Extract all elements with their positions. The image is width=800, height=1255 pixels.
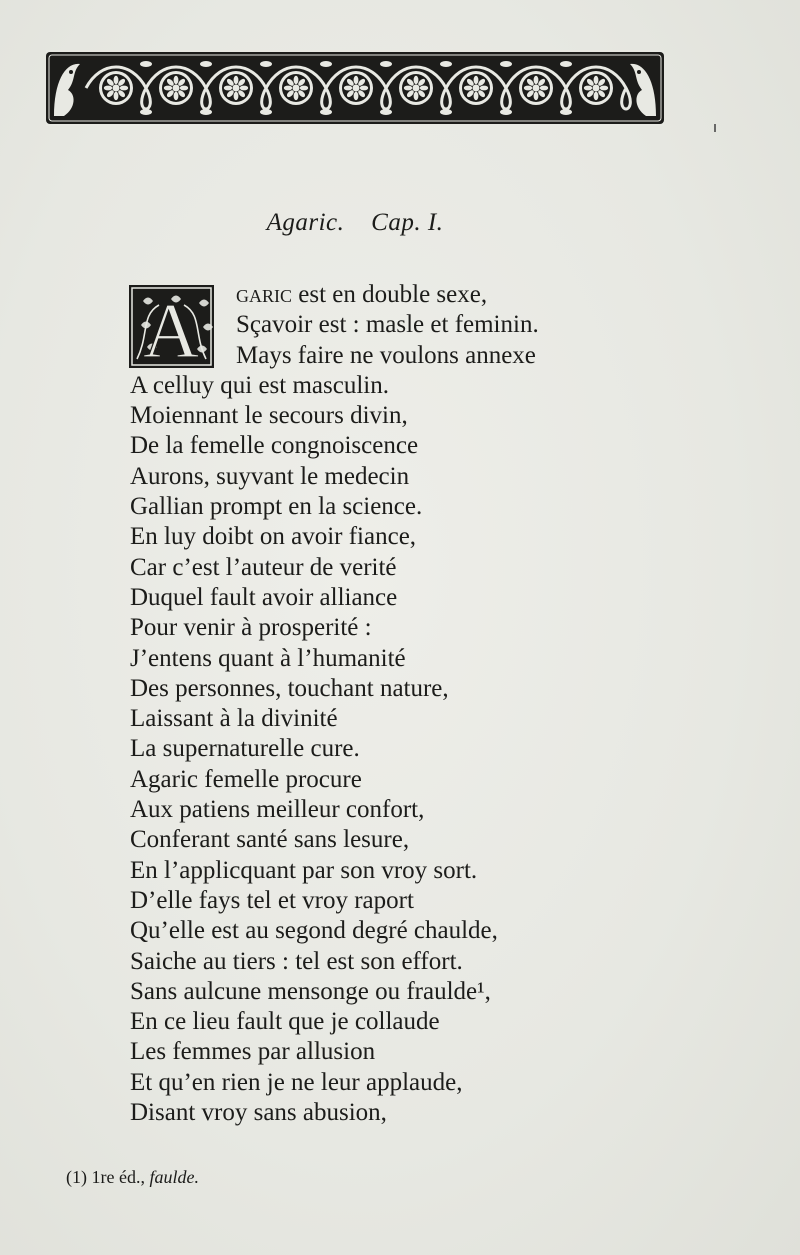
verse-line: En luy doibt on avoir fiance, — [130, 523, 417, 551]
verse-line: De la femelle congnoiscence — [130, 432, 419, 460]
poem-body — [130, 280, 690, 1128]
verse-line: Sans aulcune mensonge ou fraulde¹, — [130, 977, 491, 1005]
verse-line: J’entens quant à l’humanité — [130, 644, 406, 672]
verse-line: Gallian prompt en la science. — [130, 493, 423, 521]
verse-line: Conferant santé sans lesure, — [130, 826, 410, 854]
verse-line: Saiche au tiers : tel est son effort. — [130, 947, 463, 975]
verse-line: Car c’est l’auteur de verité — [130, 553, 397, 581]
verse-rest: est en double sexe, — [292, 281, 488, 308]
verse-line: Qu’elle est au segond degré chaulde, — [130, 917, 498, 945]
verse-line — [130, 280, 690, 310]
chapter-title: Agaric. — [266, 209, 345, 236]
footnote-marker: (1) 1re éd., — [66, 1167, 145, 1187]
verse-line: Aux patiens meilleur confort, — [130, 796, 425, 824]
footnote — [66, 1167, 199, 1188]
verse-line: Disant vroy sans abusion, — [130, 1099, 387, 1127]
verse-line: Les femmes par allusion — [130, 1038, 376, 1066]
verse-line: Mays faire ne voulons annexe — [236, 341, 536, 369]
verse-first-word: garic — [236, 281, 293, 308]
chapter-heading — [0, 209, 710, 237]
verse-line: La supernaturelle cure. — [130, 735, 360, 763]
svg-text:A: A — [142, 287, 200, 368]
verse-line: Duquel fault avoir alliance — [130, 583, 398, 611]
verse-line: En l’applicquant par son vroy sort. — [130, 856, 478, 884]
verse-line: A celluy qui est masculin. — [130, 371, 389, 399]
chapter-number: Cap. I. — [371, 209, 444, 236]
verse-line: D’elle fays tel et vroy raport — [130, 886, 414, 914]
verse-line: Pour venir à prosperité : — [130, 614, 372, 642]
verse-line: Laissant à la divinité — [130, 705, 338, 733]
floral-ornament-band-icon — [46, 50, 664, 126]
footnote-variant: faulde. — [149, 1167, 199, 1187]
page-mark — [714, 124, 716, 132]
verse-line: Aurons, suyvant le medecin — [130, 462, 410, 490]
verse-line: Agaric femelle procure — [130, 765, 362, 793]
verse-line: En ce lieu fault que je collaude — [130, 1008, 440, 1036]
verse-line: Des personnes, touchant nature, — [130, 674, 449, 702]
verse-line: Et qu’en rien je ne leur applaude, — [130, 1068, 463, 1096]
verse-line: Moiennant le secours divin, — [130, 402, 408, 430]
verse-line: Sçavoir est : masle et feminin. — [236, 311, 539, 339]
